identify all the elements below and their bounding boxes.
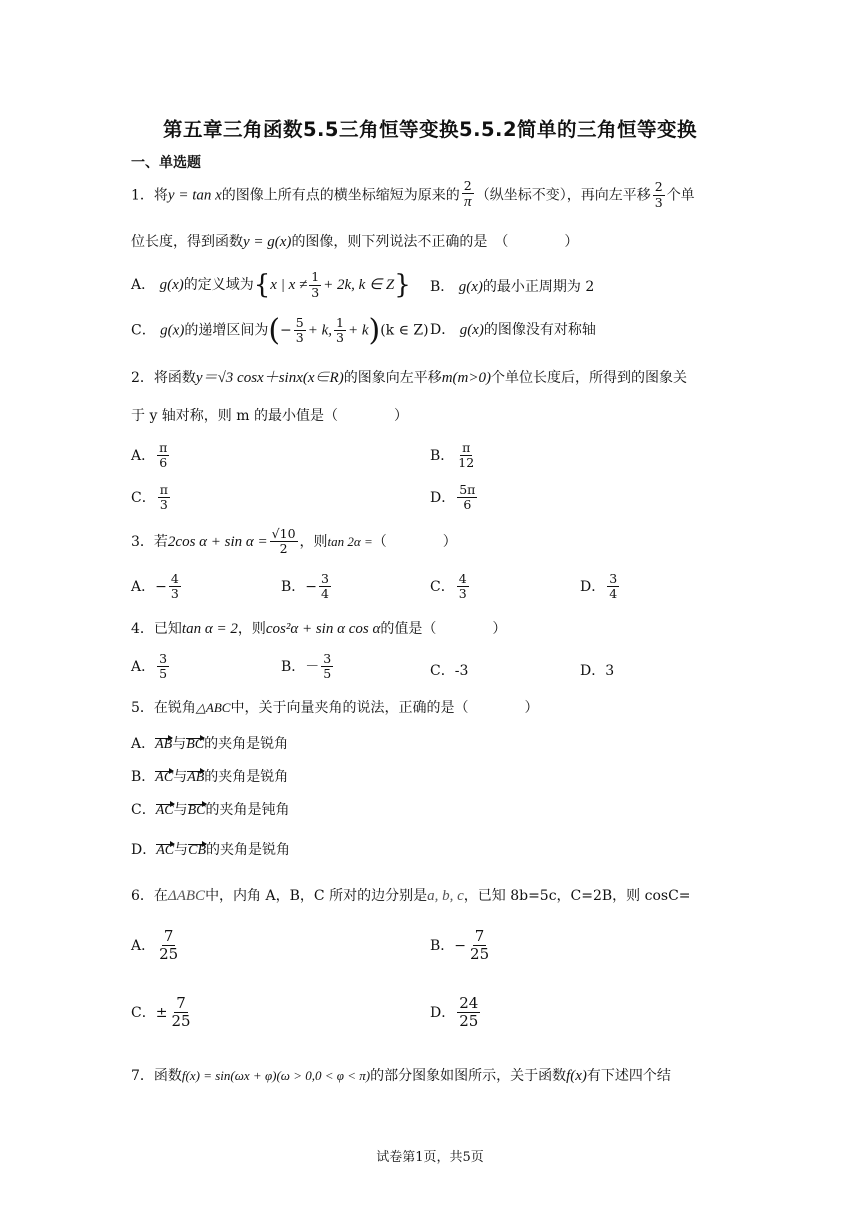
option-expr: g(x) [160, 322, 185, 339]
q1-frac: $\frac{2}{\pi}$ [463, 178, 472, 211]
option-value: -3 [454, 663, 469, 679]
q1-option-d[interactable] [430, 319, 596, 339]
q7-stem [131, 1065, 671, 1085]
q2-option-d[interactable] [430, 483, 479, 513]
option-sign: － [305, 658, 320, 675]
q4-option-a[interactable] [131, 652, 171, 682]
option-label: A． [131, 736, 156, 752]
q7-text: 7．函数 [131, 1068, 182, 1084]
option-label: D． [430, 322, 456, 338]
q4-option-d[interactable] [580, 660, 614, 680]
q2-line1 [131, 366, 687, 387]
option-text: 与 [172, 736, 187, 752]
q6-triangle: ΔABC [167, 888, 206, 904]
option-text: 的夹角是锐角 [204, 769, 289, 785]
option-label: D． [430, 489, 456, 506]
q3-expr: 2cos α + sin α = [167, 533, 268, 550]
option-value: 3 [605, 663, 615, 679]
option-frac: $\frac{1}{3}$ [311, 269, 320, 300]
q4-text: ，则 [237, 621, 266, 637]
option-sign: − [454, 937, 467, 954]
option-label: C． [131, 322, 156, 339]
q7-text: 的部分图象如图所示，关于函数 [370, 1068, 567, 1084]
q6-stem [131, 885, 691, 905]
q5-stem [131, 697, 538, 717]
q6-option-a[interactable] [131, 928, 182, 964]
vector-label: AC [155, 770, 174, 785]
option-expr: x | x ≠ [270, 277, 308, 293]
vector-label: AC [156, 843, 175, 858]
option-frac: $\frac{24}{25}$ [459, 994, 479, 1031]
option-label: C． [430, 578, 455, 595]
q2-option-a[interactable] [131, 441, 171, 471]
option-frac: $\frac{3}{5}$ [323, 651, 332, 682]
q3-frac: $\frac{√10}{2}$ [271, 526, 296, 557]
q3-expr: tan 2α = [327, 533, 373, 549]
q2-text: 的图象向左平移 [343, 370, 442, 386]
option-sign: − [155, 578, 167, 595]
option-text: 的图像没有对称轴 [483, 322, 596, 338]
option-frac: $\frac{4}{3}$ [170, 571, 179, 602]
q6-option-c[interactable] [131, 995, 195, 1031]
option-frac: $\frac{7}{25}$ [159, 927, 179, 964]
option-label: D． [131, 842, 157, 858]
q3-option-c[interactable] [430, 572, 471, 602]
option-expr: g(x) [159, 277, 184, 293]
option-text: 的最小正周期为 2 [482, 279, 595, 295]
page-footer: 试卷第1页，共5页 [376, 1150, 484, 1165]
q7-text: 有下述四个结 [586, 1068, 671, 1084]
option-text: 的夹角是锐角 [206, 842, 291, 858]
option-label: A． [131, 937, 156, 954]
option-frac: $\frac{\pi}{3}$ [159, 482, 168, 513]
q5-option-d[interactable] [131, 839, 290, 859]
option-frac: $\frac{3}{4}$ [321, 571, 329, 602]
option-label: C． [131, 1004, 156, 1021]
q6-option-b[interactable] [430, 928, 493, 964]
option-label: B． [430, 279, 455, 295]
q4-line [131, 618, 506, 638]
option-label: B． [281, 658, 306, 675]
option-expr: g(x) [459, 322, 484, 338]
q2-text: 个单位长度后，所得到的图象关 [490, 370, 687, 386]
q5-text: 中，关于向量夹角的说法，正确的是（ ） [230, 700, 539, 716]
q1-option-a[interactable]: A． g(x)的定义域为{x | x ≠ $\frac{1}{3}$ + 2k, k ∈ Z} [131, 269, 411, 300]
vector-label: BC [187, 803, 206, 818]
option-expr: (k ∈ Z) [380, 322, 429, 339]
option-text: 的递增区间为 [184, 322, 269, 339]
option-label: C． [131, 489, 156, 506]
option-text: 与 [173, 802, 188, 818]
q1-expr: y = g(x) [243, 234, 292, 250]
option-frac: $\frac{5\pi}{6}$ [459, 482, 476, 513]
option-label: B． [430, 447, 455, 464]
q2-expr: m(m>0) [441, 370, 491, 386]
q2-expr: y＝√3 cosx＋sinx(x∈R) [195, 370, 344, 386]
option-frac: $\frac{7}{25}$ [171, 994, 191, 1031]
q1-option-c[interactable]: C． g(x)的递增区间为(− $\frac{5}{3}$ + k, $\frac{1}{3}$ + k)(k ∈ Z) [131, 313, 429, 348]
page-title: 第五章三角函数5.5三角恒等变换5.5.2简单的三角恒等变换 [162, 118, 698, 141]
option-expr: + k, [307, 322, 333, 339]
q3-text: 3．若 [131, 533, 168, 550]
q5-option-a[interactable] [131, 733, 288, 753]
q1-text: 个单 [666, 187, 695, 204]
option-frac: $\frac{3}{4}$ [609, 571, 618, 602]
q1-text: （纵坐标不变），再向左平移 [475, 187, 651, 204]
option-expr: + k [347, 322, 369, 339]
q4-option-b[interactable] [281, 652, 335, 682]
section-heading: 一、单选题 [131, 155, 201, 171]
vector-label: AB [155, 737, 173, 752]
option-frac: $\frac{1}{3}$ [336, 314, 344, 345]
q2-text: 2．将函数 [131, 370, 196, 386]
option-text: 的定义域为 [183, 277, 254, 293]
option-frac: $\frac{\pi}{12}$ [458, 440, 475, 471]
option-expr: − [280, 322, 292, 339]
q7-expr: f(x) [566, 1068, 587, 1084]
q4-text: 4．已知 [131, 621, 182, 637]
q1-text: 的图像上所有点的横坐标缩短为原来的 [221, 187, 460, 204]
q6-text: 6．在 [131, 888, 168, 904]
option-text: 的夹角是钝角 [205, 802, 290, 818]
option-text: 的夹角是锐角 [204, 736, 289, 752]
q7-expr: f(x) = sin(ωx + φ)(ω > 0,0 < φ < π) [181, 1068, 371, 1083]
option-expr: + 2k, k ∈ Z [323, 277, 395, 293]
option-text: 与 [173, 769, 188, 785]
option-label: A． [131, 578, 156, 595]
option-frac: $\frac{7}{25}$ [470, 927, 490, 964]
q5-text: 5．在锐角 [131, 700, 196, 716]
option-label: D． [580, 663, 606, 679]
q4-expr: tan α = 2 [181, 621, 238, 637]
option-label: C． [131, 802, 156, 818]
q2-option-c[interactable] [131, 483, 172, 513]
q3-option-b[interactable] [281, 572, 333, 602]
option-label: B． [430, 937, 455, 954]
vector-label: BC [186, 737, 205, 752]
q3-text: ，则 [299, 533, 328, 550]
option-frac: $\frac{3}{5}$ [159, 651, 168, 682]
vector-label: AC [155, 803, 174, 818]
q3-option-a[interactable] [131, 572, 183, 602]
q2-option-b[interactable] [430, 441, 478, 471]
q6-option-d[interactable] [430, 995, 482, 1031]
option-label: B． [281, 578, 306, 595]
option-label: A． [131, 447, 156, 464]
q1-line1 [131, 179, 695, 212]
q3-option-d[interactable] [580, 572, 621, 602]
option-sign: − [305, 578, 318, 595]
option-label: D． [430, 1004, 456, 1021]
option-label: C． [430, 663, 455, 679]
option-frac: $\frac{5}{3}$ [295, 314, 304, 345]
option-label: A． [131, 277, 156, 293]
q1-text: 的图像，则下列说法不正确的是 （ ） [291, 234, 579, 250]
q1-option-b[interactable] [430, 276, 594, 296]
option-label: D． [580, 578, 606, 595]
q4-expr: cos²α + sin α cos α [265, 621, 381, 637]
option-frac: $\frac{4}{3}$ [458, 571, 467, 602]
q6-text: ，已知 8b=5c，C=2B，则 cosC= [463, 888, 691, 904]
option-sign: ± [155, 1004, 168, 1021]
q1-expr: y = tan x [167, 187, 222, 204]
option-expr: g(x) [458, 279, 483, 295]
q4-text: 的值是（ ） [380, 621, 507, 637]
q5-triangle: △ABC [195, 700, 231, 715]
q6-text: 中，内角 A，B，C 所对的边分别是 [205, 888, 428, 904]
q2-line2: 于 y 轴对称，则 m 的最小值是（ ） [131, 408, 408, 424]
vector-label: CB [188, 843, 207, 858]
option-text: 与 [174, 842, 189, 858]
q1-text: 位长度，得到函数 [131, 234, 243, 250]
q3-line [131, 527, 457, 557]
q4-option-c[interactable] [430, 660, 468, 680]
q6-sides: a, b, c [427, 888, 464, 904]
q1-line2 [131, 231, 578, 251]
option-label: B． [131, 769, 156, 785]
q1-text: 1．将 [131, 187, 168, 204]
option-frac: $\frac{\pi}{6}$ [159, 440, 168, 471]
q5-option-c[interactable] [131, 799, 290, 819]
q1-frac: $\frac{2}{3}$ [654, 179, 663, 210]
option-label: A． [131, 658, 156, 675]
q5-option-b[interactable] [131, 766, 288, 786]
vector-label: AB [187, 770, 205, 785]
q3-text: （ ） [372, 533, 457, 550]
